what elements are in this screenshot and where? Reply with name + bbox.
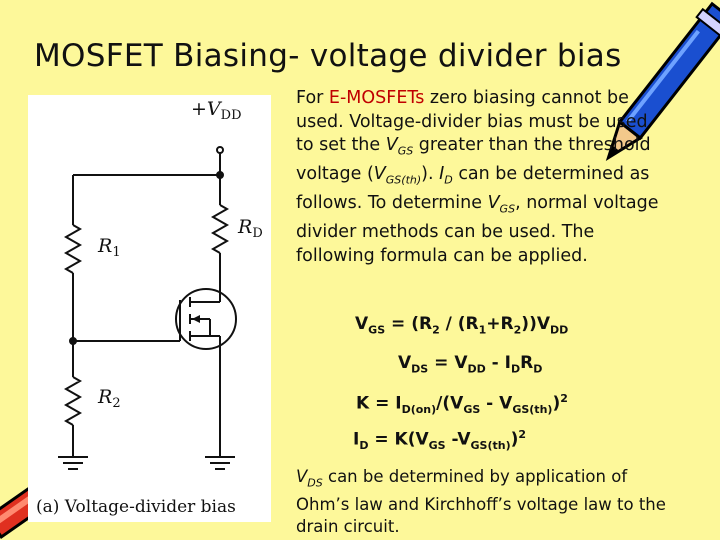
t: ) — [510, 429, 519, 450]
s: DD — [550, 323, 569, 337]
s: 2 — [560, 392, 568, 405]
text: For — [296, 88, 329, 108]
vdd-plus: + — [191, 98, 207, 120]
text: ). — [421, 164, 440, 184]
sub: DS — [307, 476, 323, 490]
voltage-divider-circuit-diagram — [28, 95, 271, 522]
svg-text:R2 — [97, 386, 121, 411]
var: V — [296, 467, 308, 486]
s: GS — [463, 403, 481, 417]
r2-label: R — [98, 386, 113, 408]
t: /(V — [436, 393, 464, 414]
t: V — [398, 353, 412, 373]
t: V — [355, 314, 369, 334]
s: 2 — [518, 428, 527, 441]
t: I — [353, 429, 360, 450]
svg-text:+VDD — [191, 98, 242, 123]
circuit-schematic — [28, 95, 271, 522]
t: = (R — [385, 314, 433, 334]
t: K = I — [356, 393, 402, 414]
s: D(on) — [401, 403, 437, 417]
r1-label: R — [98, 235, 113, 257]
text: can be determined as follows. To determine — [296, 164, 650, 213]
t: = V — [428, 353, 468, 373]
r2-sub: 2 — [112, 396, 121, 411]
svg-text:RD — [237, 216, 263, 241]
var: V — [385, 135, 398, 155]
s: GS(th) — [512, 403, 553, 417]
sub: GS(th) — [385, 173, 422, 187]
s: 2 — [513, 323, 522, 337]
t: +R — [486, 314, 514, 334]
slide-title: MOSFET Biasing- voltage divider bias — [34, 38, 622, 74]
text: can be determined by application of Ohm’s law and Kirchhoff’s voltage law to the drain circuit. — [296, 467, 666, 537]
text: zero biasing cannot be used. Voltage-divider bias must be used to set the — [296, 88, 648, 155]
s: DS — [411, 362, 429, 376]
s: GS — [368, 323, 386, 337]
sub: GS — [397, 144, 414, 158]
var: I — [439, 164, 445, 184]
s: 2 — [432, 323, 440, 337]
s: D — [533, 362, 543, 376]
vdd-label: V — [206, 98, 221, 120]
s: D — [510, 362, 521, 376]
t: ) — [552, 393, 561, 414]
t: - I — [485, 353, 511, 373]
t: R — [520, 353, 534, 373]
equation-vgs — [355, 314, 568, 336]
sub: D — [444, 173, 453, 187]
s: GS(th) — [470, 439, 511, 453]
s: GS — [428, 439, 446, 453]
s: DD — [467, 362, 486, 376]
t: - V — [480, 393, 513, 414]
r1-sub: 1 — [112, 245, 121, 260]
e-mosfet-term: E-MOSFETs — [328, 88, 425, 108]
t: / (R — [439, 314, 479, 334]
text: , normal voltage divider methods can be used. The following formula can be applied. — [296, 193, 659, 266]
sub: GS — [499, 202, 516, 216]
intro-paragraph — [296, 87, 666, 268]
t: ))V — [521, 314, 550, 334]
vdd-sub: DD — [220, 108, 242, 123]
s: 1 — [478, 323, 487, 337]
var: V — [487, 193, 500, 213]
equation-k — [356, 392, 568, 416]
rd-sub: D — [252, 226, 263, 241]
var: V — [373, 164, 386, 184]
equation-vds — [398, 353, 542, 375]
diagram-caption: (a) Voltage-divider bias — [36, 497, 236, 517]
rd-label: R — [238, 216, 253, 238]
svg-text:R1 — [97, 235, 121, 260]
text: greater than the threshold voltage ( — [296, 135, 651, 184]
t: -V — [445, 429, 471, 450]
t: = K(V — [368, 429, 429, 450]
vds-paragraph — [296, 466, 666, 538]
s: D — [359, 439, 369, 453]
equation-id — [353, 428, 526, 452]
